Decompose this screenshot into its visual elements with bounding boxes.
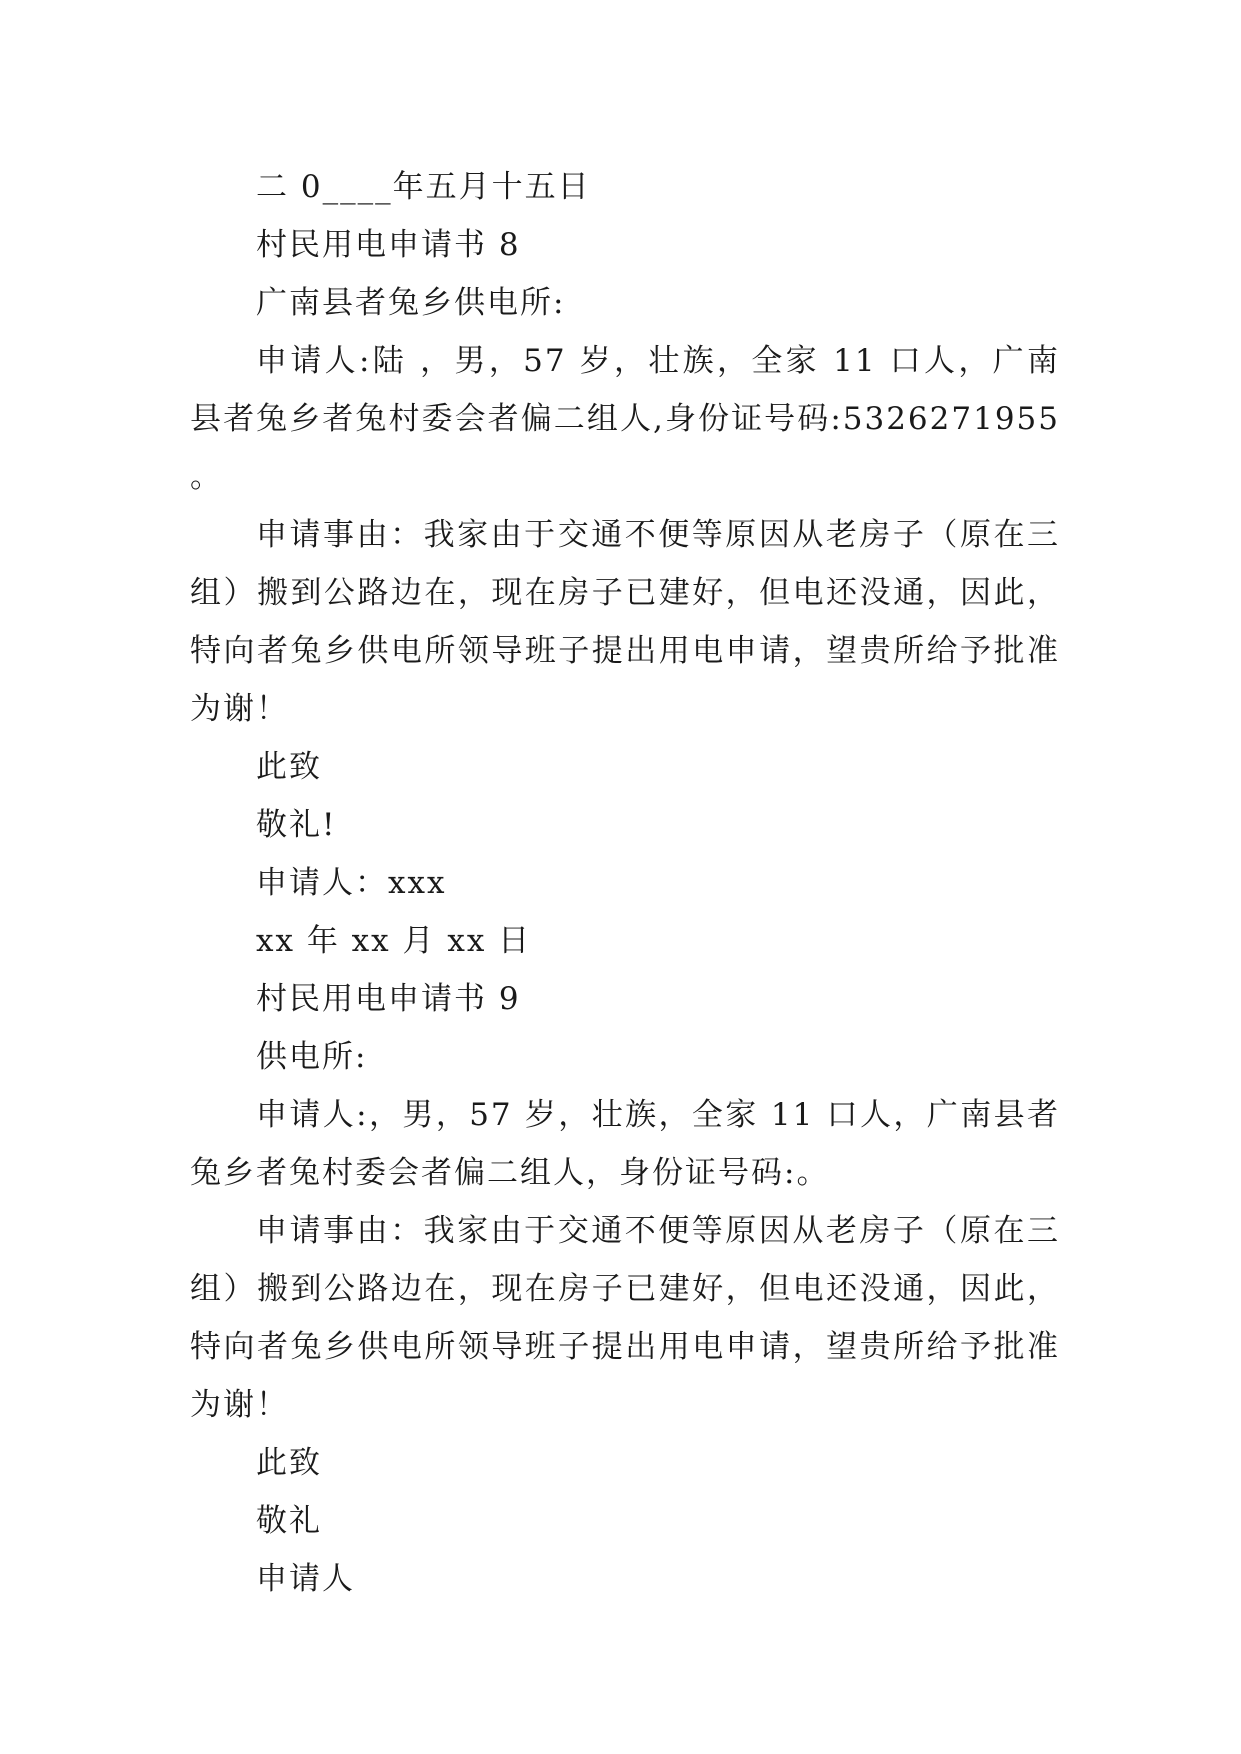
letter-9-salutation: 敬礼 (256, 1503, 322, 1539)
letter-9-applicant-info: 申请人:，男，57 岁，壮族，全家 11 口人，广南县者兔乡者兔村委会者偏二组人，身份证号码:。 (190, 1097, 1060, 1191)
letter-9-reason: 申请事由：我家由于交通不便等原因从老房子（原在三组）搬到公路边在，现在房子已建好，但电还没通，因此，特向者兔乡供电所领导班子提出用电申请，望贵所给予批准为谢！ (190, 1213, 1060, 1423)
date-line: 二 0____年五月十五日 (256, 169, 591, 205)
letter-8-reason: 申请事由：我家由于交通不便等原因从老房子（原在三组）搬到公路边在，现在房子已建好，但电还没通，因此，特向者兔乡供电所领导班子提出用电申请，望贵所给予批准为谢！ (190, 517, 1060, 727)
letter-8-applicant-info: 申请人:陆 ，男，57 岁，壮族，全家 11 口人，广南县者兔乡者兔村委会者偏二组人,身份证号码:5326271955 。 (190, 343, 1060, 495)
letter-9-title: 村民用电申请书 9 (256, 981, 521, 1017)
letter-8-signature: 申请人：xxx (256, 865, 447, 901)
letter-8-closing: 此致 (256, 749, 322, 785)
letter-9-closing: 此致 (256, 1445, 322, 1481)
letter-8-date: xx 年 xx 月 xx 日 (256, 923, 532, 959)
letter-9-signature: 申请人 (256, 1561, 355, 1597)
letter-8-title: 村民用电申请书 8 (256, 227, 521, 263)
letter-8-recipient: 广南县者兔乡供电所: (256, 285, 566, 321)
document-page (190, 158, 1060, 1608)
letter-9-recipient: 供电所: (256, 1039, 368, 1075)
letter-8-salutation: 敬礼! (256, 807, 337, 843)
